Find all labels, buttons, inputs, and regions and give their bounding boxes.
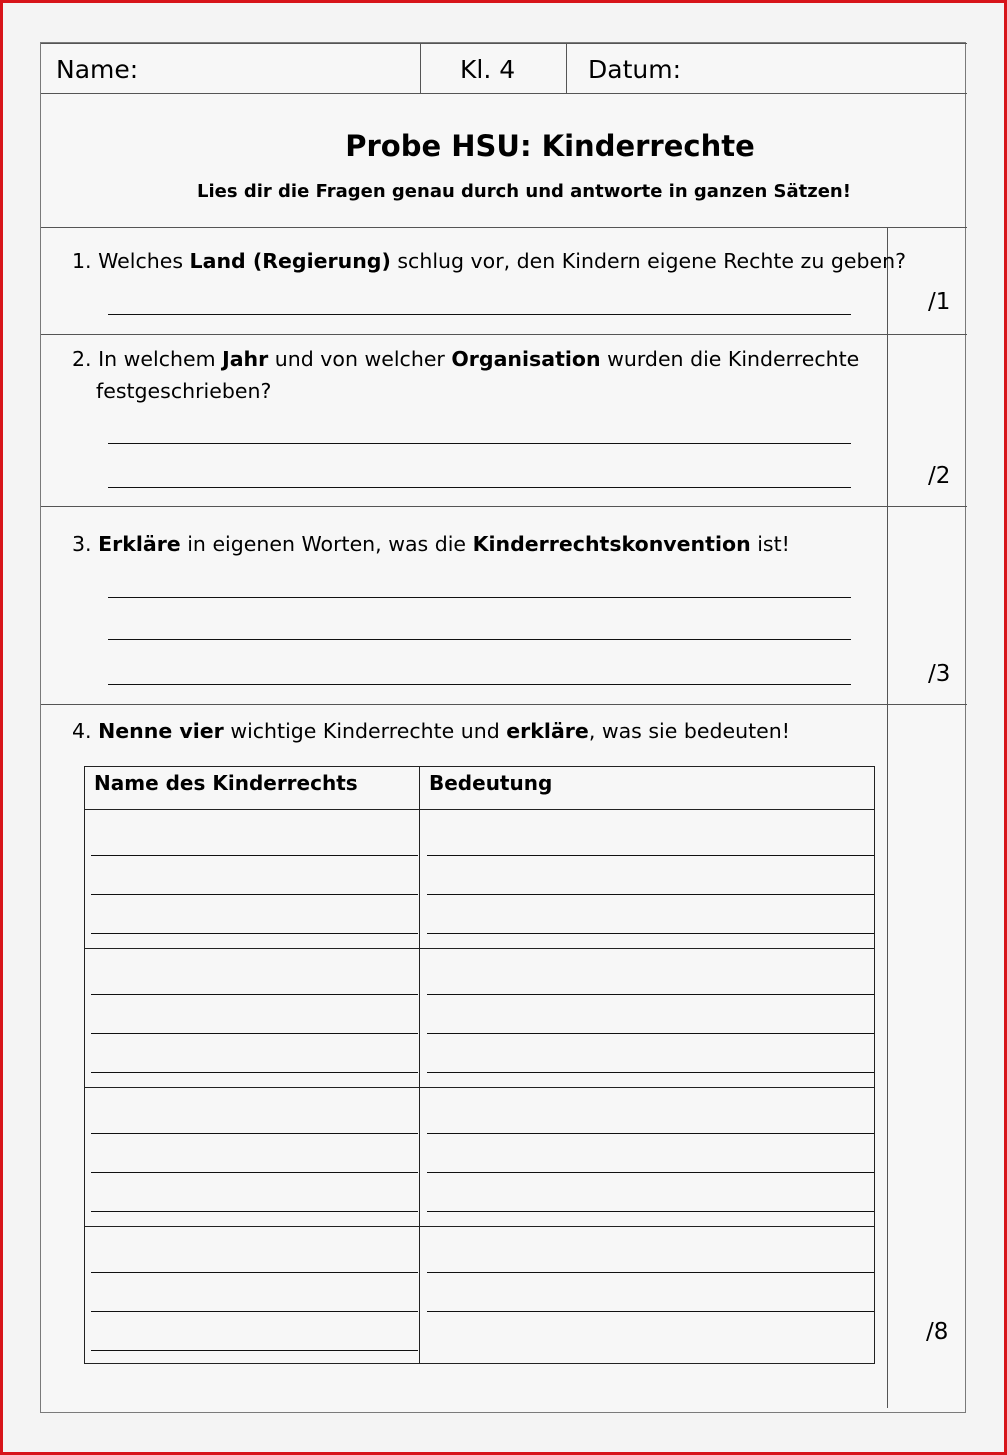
answer-line[interactable] [108, 443, 851, 444]
answer-line[interactable] [108, 597, 851, 598]
question-4 [72, 715, 790, 747]
table-answer-line[interactable] [91, 894, 418, 895]
table-answer-line[interactable] [91, 855, 418, 856]
question-text: Erkläre in eigenen Worten, was die Kinderrechtskonvention ist! [98, 532, 790, 556]
instruction-text: Lies dir die Fragen genau durch und antworte in ganzen Sätzen! [197, 181, 851, 202]
table-answer-line[interactable] [427, 1211, 874, 1212]
table-answer-line[interactable] [91, 1272, 418, 1273]
answer-line[interactable] [108, 639, 851, 640]
question-text: In welchem Jahr und von welcher Organisation wurden die Kinderrechte [98, 347, 860, 371]
question-2-continuation: festgeschrieben? [96, 379, 272, 403]
table-column-divider [419, 766, 420, 1364]
table-answer-line[interactable] [91, 994, 418, 995]
points-q1: /1 [928, 289, 951, 315]
section-divider-3 [41, 506, 967, 507]
table-header-name: Name des Kinderrechts [94, 771, 358, 795]
worksheet [40, 42, 966, 1413]
header-divider-1 [420, 43, 421, 93]
name-label: Name: [56, 55, 139, 84]
table-answer-line[interactable] [427, 1072, 874, 1073]
question-number: 2. [72, 347, 92, 371]
header-divider-2 [566, 43, 567, 93]
question-2 [72, 343, 859, 375]
table-answer-line[interactable] [427, 894, 874, 895]
table-answer-line[interactable] [91, 1350, 418, 1351]
question-number: 1. [72, 249, 92, 273]
table-row-divider [84, 1226, 875, 1227]
answer-line[interactable] [108, 314, 851, 315]
table-answer-line[interactable] [427, 1033, 874, 1034]
points-q2: /2 [928, 463, 951, 489]
table-answer-line[interactable] [427, 855, 874, 856]
answer-line[interactable] [108, 684, 851, 685]
table-answer-line[interactable] [427, 933, 874, 934]
question-number: 4. [72, 719, 92, 743]
question-text: Welches Land (Regierung) schlug vor, den Kindern eigene Rechte zu geben? [98, 249, 906, 273]
table-answer-line[interactable] [427, 994, 874, 995]
section-divider-4 [41, 704, 967, 705]
header-top-border [41, 43, 967, 44]
table-answer-line[interactable] [91, 933, 418, 934]
section-divider-2 [41, 334, 967, 335]
table-answer-line[interactable] [91, 1172, 418, 1173]
question-3 [72, 528, 790, 560]
class-label: Kl. 4 [460, 55, 516, 84]
table-answer-line[interactable] [427, 1133, 874, 1134]
points-q4: /8 [926, 1319, 949, 1345]
question-number: 3. [72, 532, 92, 556]
page-title [41, 129, 967, 163]
question-1 [72, 245, 906, 277]
table-answer-line[interactable] [91, 1033, 418, 1034]
section-divider-1 [41, 227, 967, 228]
points-q3: /3 [928, 661, 951, 687]
header-bottom-border [41, 93, 967, 94]
table-answer-line[interactable] [91, 1311, 418, 1312]
table-row-divider [84, 1087, 875, 1088]
table-answer-line[interactable] [91, 1211, 418, 1212]
table-header-divider [84, 809, 875, 810]
table-answer-line[interactable] [91, 1072, 418, 1073]
table-answer-line[interactable] [427, 1311, 874, 1312]
page-title-text: Probe HSU: Kinderrechte [345, 129, 755, 163]
table-answer-line[interactable] [427, 1172, 874, 1173]
table-row-divider [84, 948, 875, 949]
answer-line[interactable] [108, 487, 851, 488]
table-header-meaning: Bedeutung [429, 771, 553, 795]
points-column-line [887, 227, 888, 1408]
date-label: Datum: [588, 55, 681, 84]
table-answer-line[interactable] [427, 1272, 874, 1273]
table-answer-line[interactable] [91, 1133, 418, 1134]
question-text: Nenne vier wichtige Kinderrechte und erkläre, was sie bedeuten! [98, 719, 790, 743]
instruction [41, 181, 967, 202]
